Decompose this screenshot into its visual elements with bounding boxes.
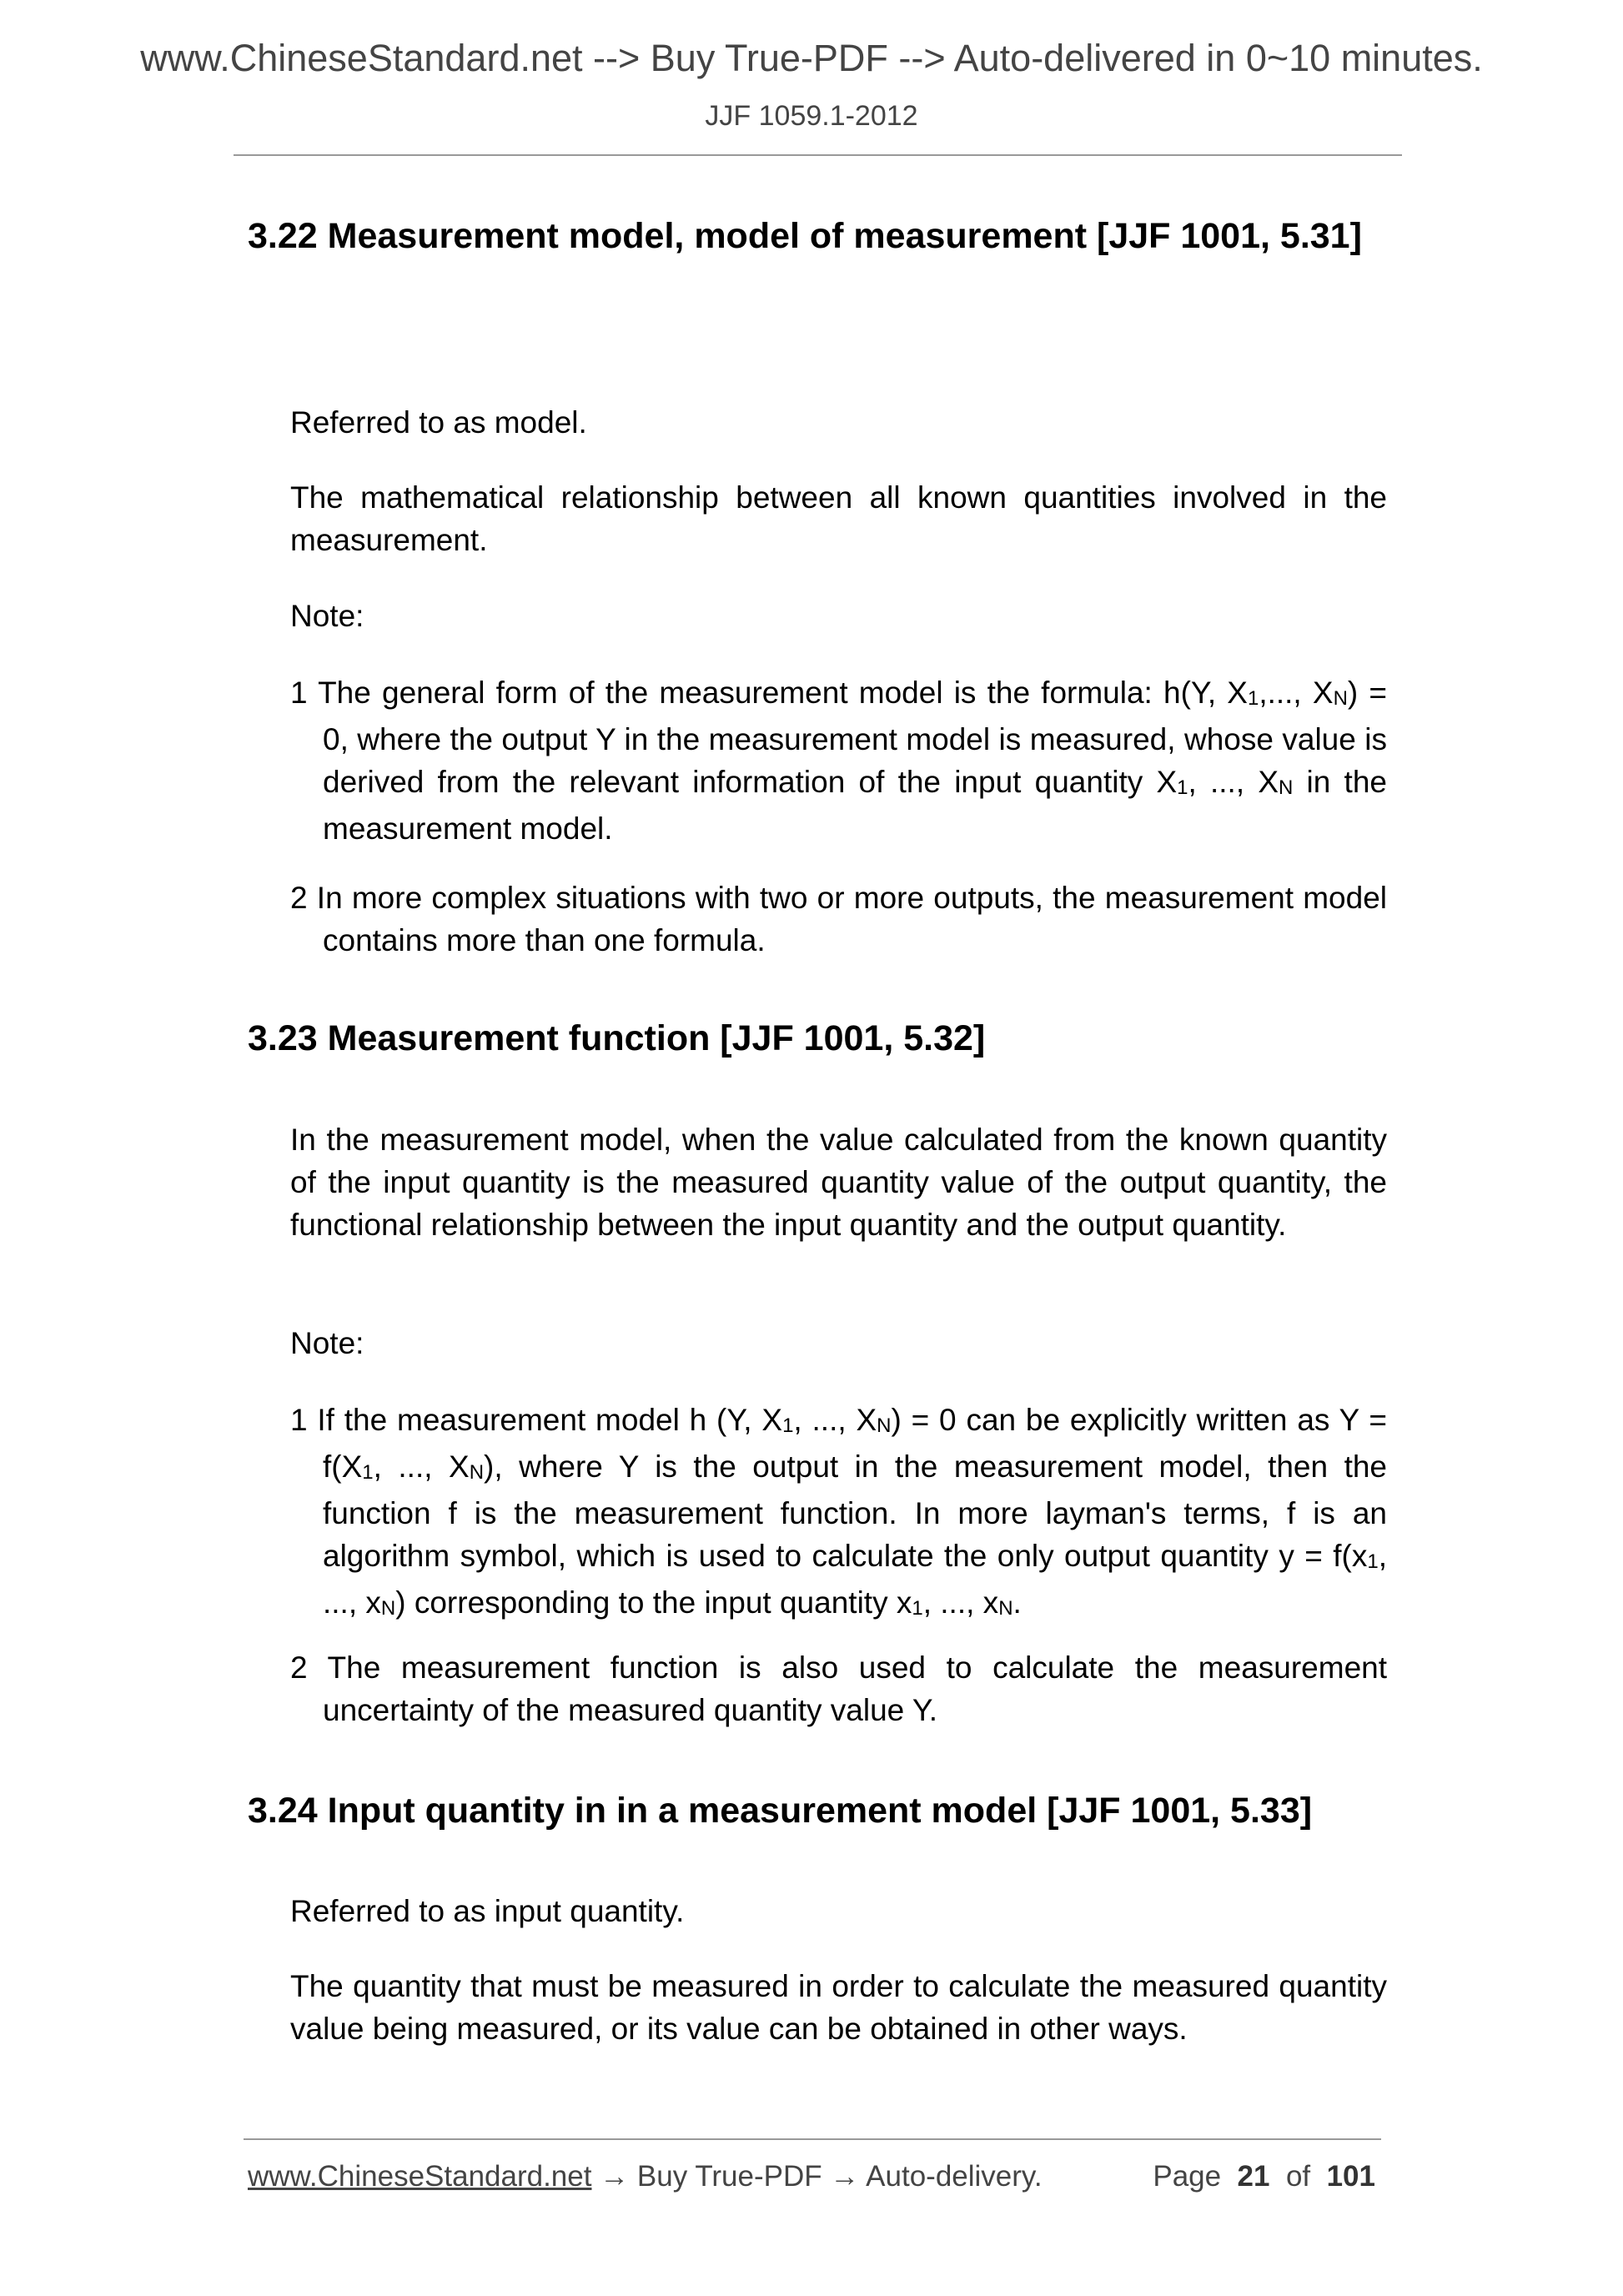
- subscript: 1: [912, 1597, 923, 1620]
- footer-divider: [244, 2138, 1381, 2140]
- total-pages: 101: [1326, 2160, 1375, 2193]
- paragraph: Referred to as model.: [290, 405, 587, 440]
- page-indicator: [1153, 2160, 1375, 2193]
- paragraph: The quantity that must be measured in order to calculate the measured quantity value being measured, or its value can be obtained in other ways.: [290, 1969, 1387, 2046]
- subscript: 1: [1247, 687, 1259, 710]
- note-item: 1 The general form of the measurement model is the formula: h(Y, $X_1$,..., $X_N) = 0$, where the output Y in the measurement model is measured, whose value is derived from the relevant information of the input quantity $X_1$, ..., $X_N$ in the measurement model.: [290, 676, 1388, 846]
- subscript: N: [998, 1597, 1013, 1620]
- note-item: 1 If the measurement model h (Y, $X_1$, ..., $X_N) = 0$ can be explicitly written as $Y = f(X_1$, ..., $X_N$), where Y is the output in the measurement model, then the function f is the measurement function. In more layman's terms, f is an algorithm symbol, which is used to calculate the only output quantity $y = f(x_1$, ..., $x_N$) corresponding to the input quantity $x_1$, ..., $x_N$.: [290, 1403, 1388, 1620]
- note-label: Note:: [290, 599, 364, 633]
- note-item: 2 In more complex situations with two or more outputs, the measurement model contains more than one formula.: [290, 881, 1387, 957]
- section-heading-3-22: 3.22 Measurement model, model of measurement [JJF 1001, 5.31]: [248, 216, 1362, 256]
- top-banner: www.ChineseStandard.net --> Buy True-PDF --> Auto-delivered in 0~10 minutes.: [140, 37, 1483, 79]
- subscript: N: [877, 1414, 892, 1437]
- footer-promo: [248, 2160, 1043, 2193]
- page-label: Page: [1153, 2160, 1222, 2193]
- footer-link[interactable]: www.ChineseStandard.net: [248, 2160, 592, 2193]
- subscript: N: [380, 1597, 396, 1620]
- subscript: 1: [782, 1414, 794, 1437]
- subscript: N: [1333, 687, 1348, 710]
- paragraph: The mathematical relationship between all known quantities involved in the measurement.: [290, 480, 1387, 557]
- footer-tail: → Buy True-PDF → Auto-delivery.: [591, 2160, 1043, 2193]
- paragraph: In the measurement model, when the value calculated from the known quantity of the input quantity is the measured quantity value of the output quantity, the functional relationship between the input quantity and the output quantity.: [290, 1123, 1387, 1242]
- subscript: N: [1279, 776, 1294, 799]
- subscript: 1: [362, 1461, 374, 1484]
- note-item: 2 The measurement function is also used to calculate the measurement uncertainty of the measured quantity value Y.: [290, 1650, 1387, 1727]
- note-label: Note:: [290, 1326, 364, 1360]
- subscript: 1: [1367, 1550, 1379, 1573]
- section-heading-3-24: 3.24 Input quantity in in a measurement model [JJF 1001, 5.33]: [248, 1791, 1313, 1831]
- footer: [248, 2160, 1375, 2193]
- subscript: 1: [1177, 776, 1188, 799]
- document-code: JJF 1059.1-2012: [705, 100, 918, 132]
- header-divider: [234, 154, 1402, 156]
- paragraph: Referred to as input quantity.: [290, 1894, 685, 1928]
- of-label: of: [1285, 2160, 1311, 2193]
- section-heading-3-23: 3.23 Measurement function [JJF 1001, 5.32]: [248, 1018, 986, 1058]
- page-number: 21: [1237, 2160, 1270, 2193]
- subscript: N: [469, 1461, 485, 1484]
